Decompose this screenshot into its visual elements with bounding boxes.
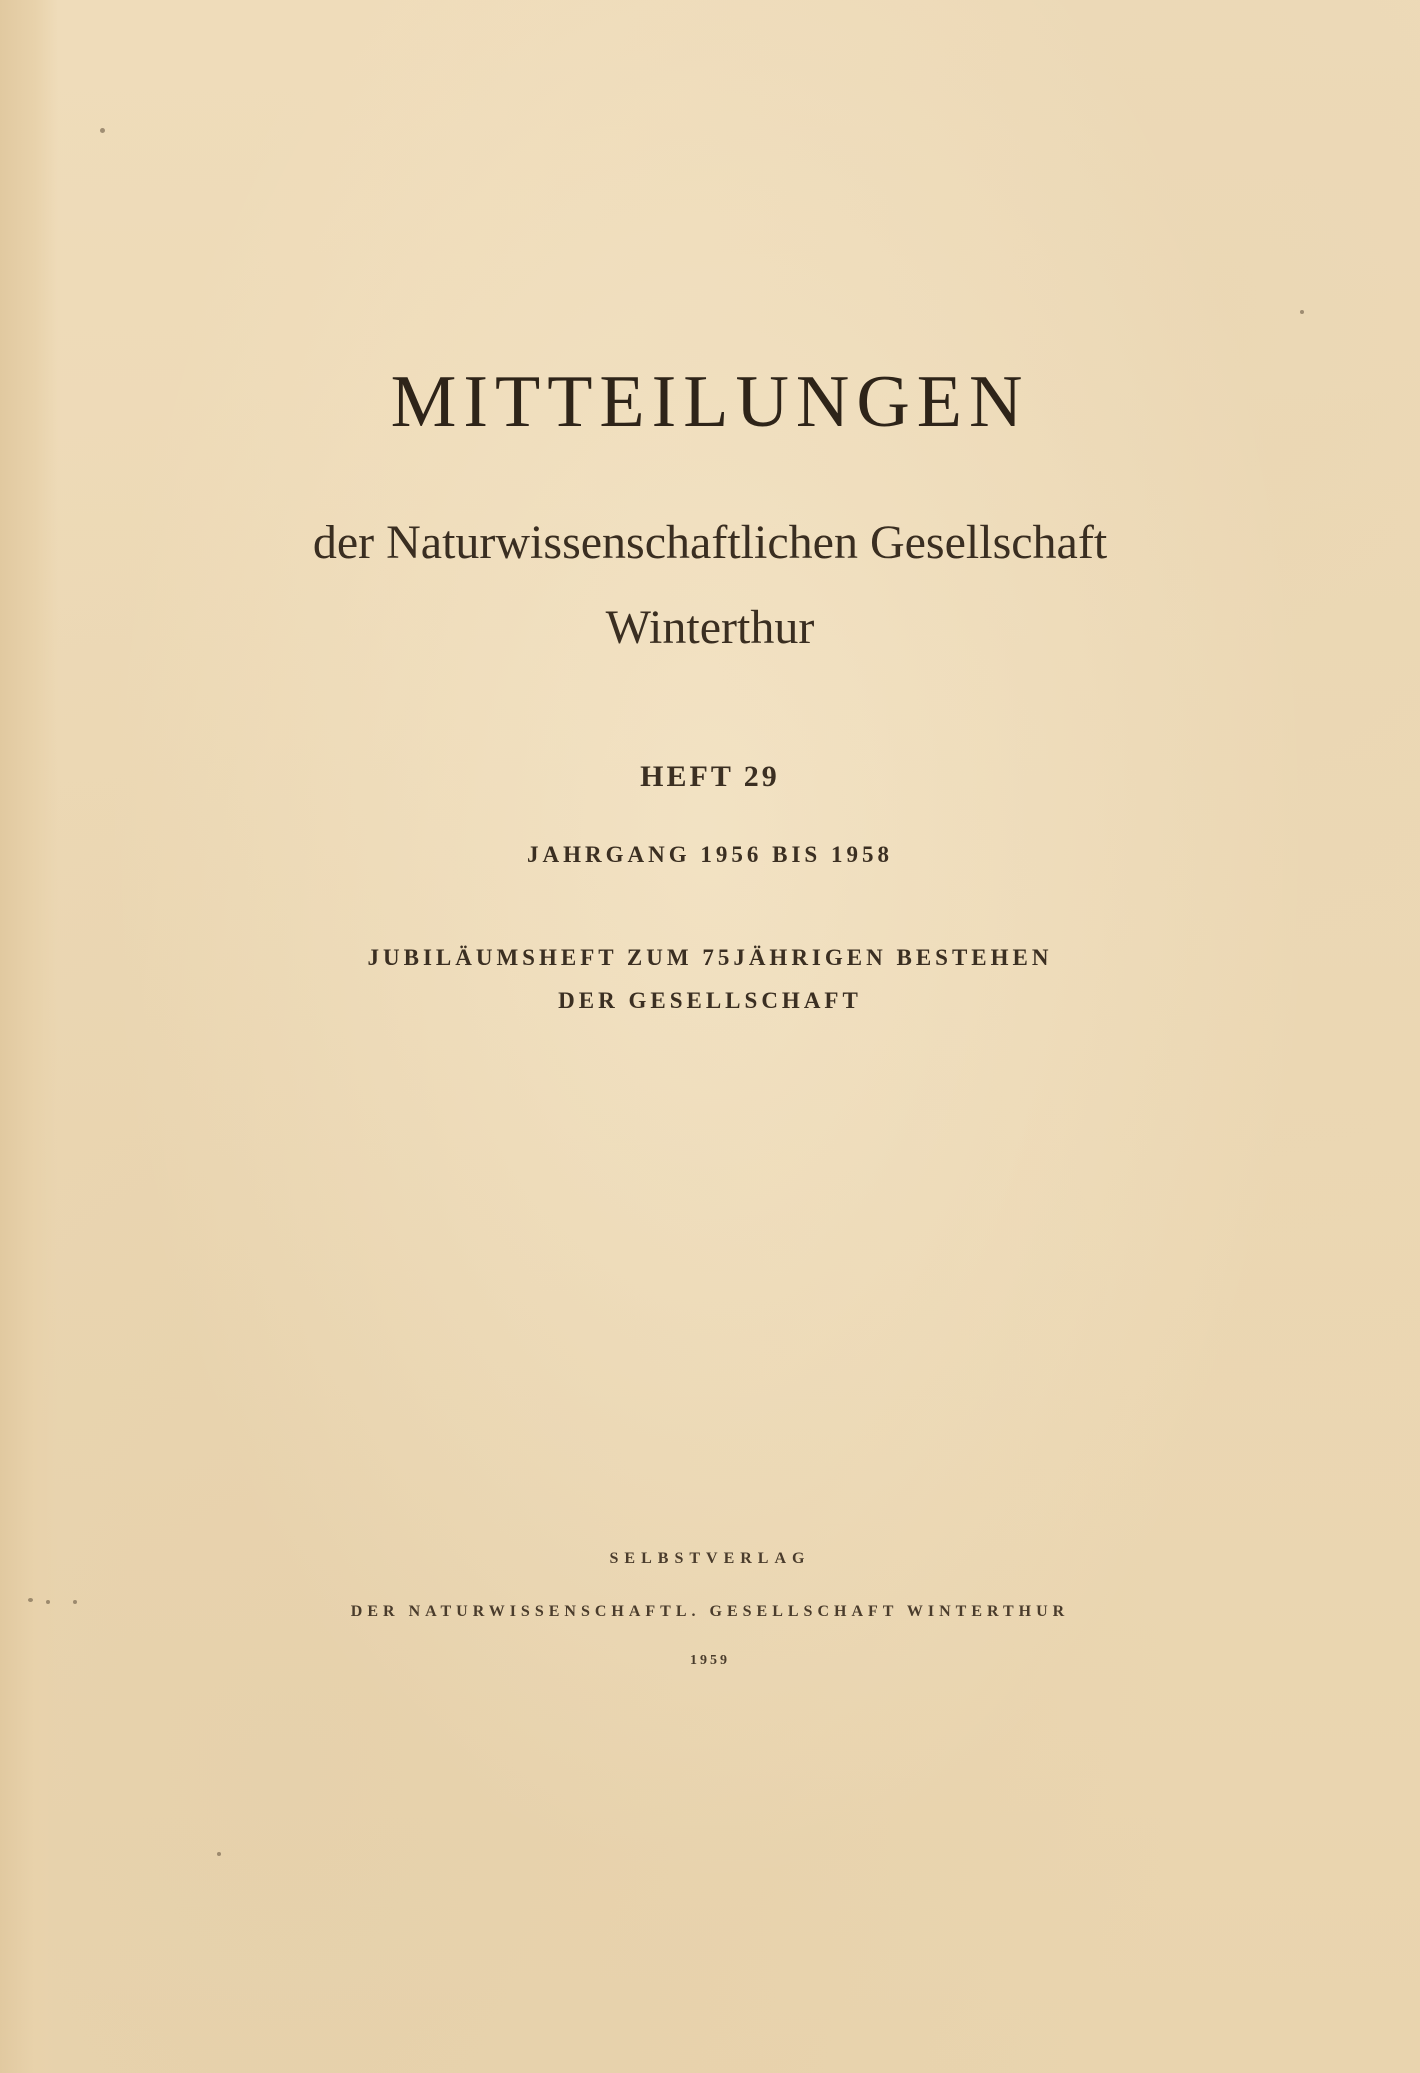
paper-speck [100, 128, 105, 133]
paper-speck [217, 1852, 221, 1856]
cover-title: MITTEILUNGEN [390, 361, 1030, 443]
issue-number: HEFT 29 [640, 760, 780, 793]
publication-year: 1959 [690, 1653, 730, 1668]
cover-subtitle-city: Winterthur [605, 601, 815, 654]
publisher-line-2: DER NATURWISSENSCHAFTL. GESELLSCHAFT WINTERTHUR [350, 1603, 1070, 1620]
jubilee-line-1: JUBILÄUMSHEFT ZUM 75JÄHRIGEN BESTEHEN [367, 945, 1053, 970]
paper-speck [1300, 310, 1304, 314]
cover-subtitle: der Naturwissenschaftlichen Gesellschaft [312, 516, 1108, 569]
paper-speck [28, 1598, 33, 1602]
publisher-line-1: SELBSTVERLAG [609, 1550, 811, 1567]
jubilee-line-2: DER GESELLSCHAFT [558, 988, 862, 1013]
spine-edge [0, 0, 58, 2073]
volume-years: JAHRGANG 1956 BIS 1958 [527, 842, 893, 867]
